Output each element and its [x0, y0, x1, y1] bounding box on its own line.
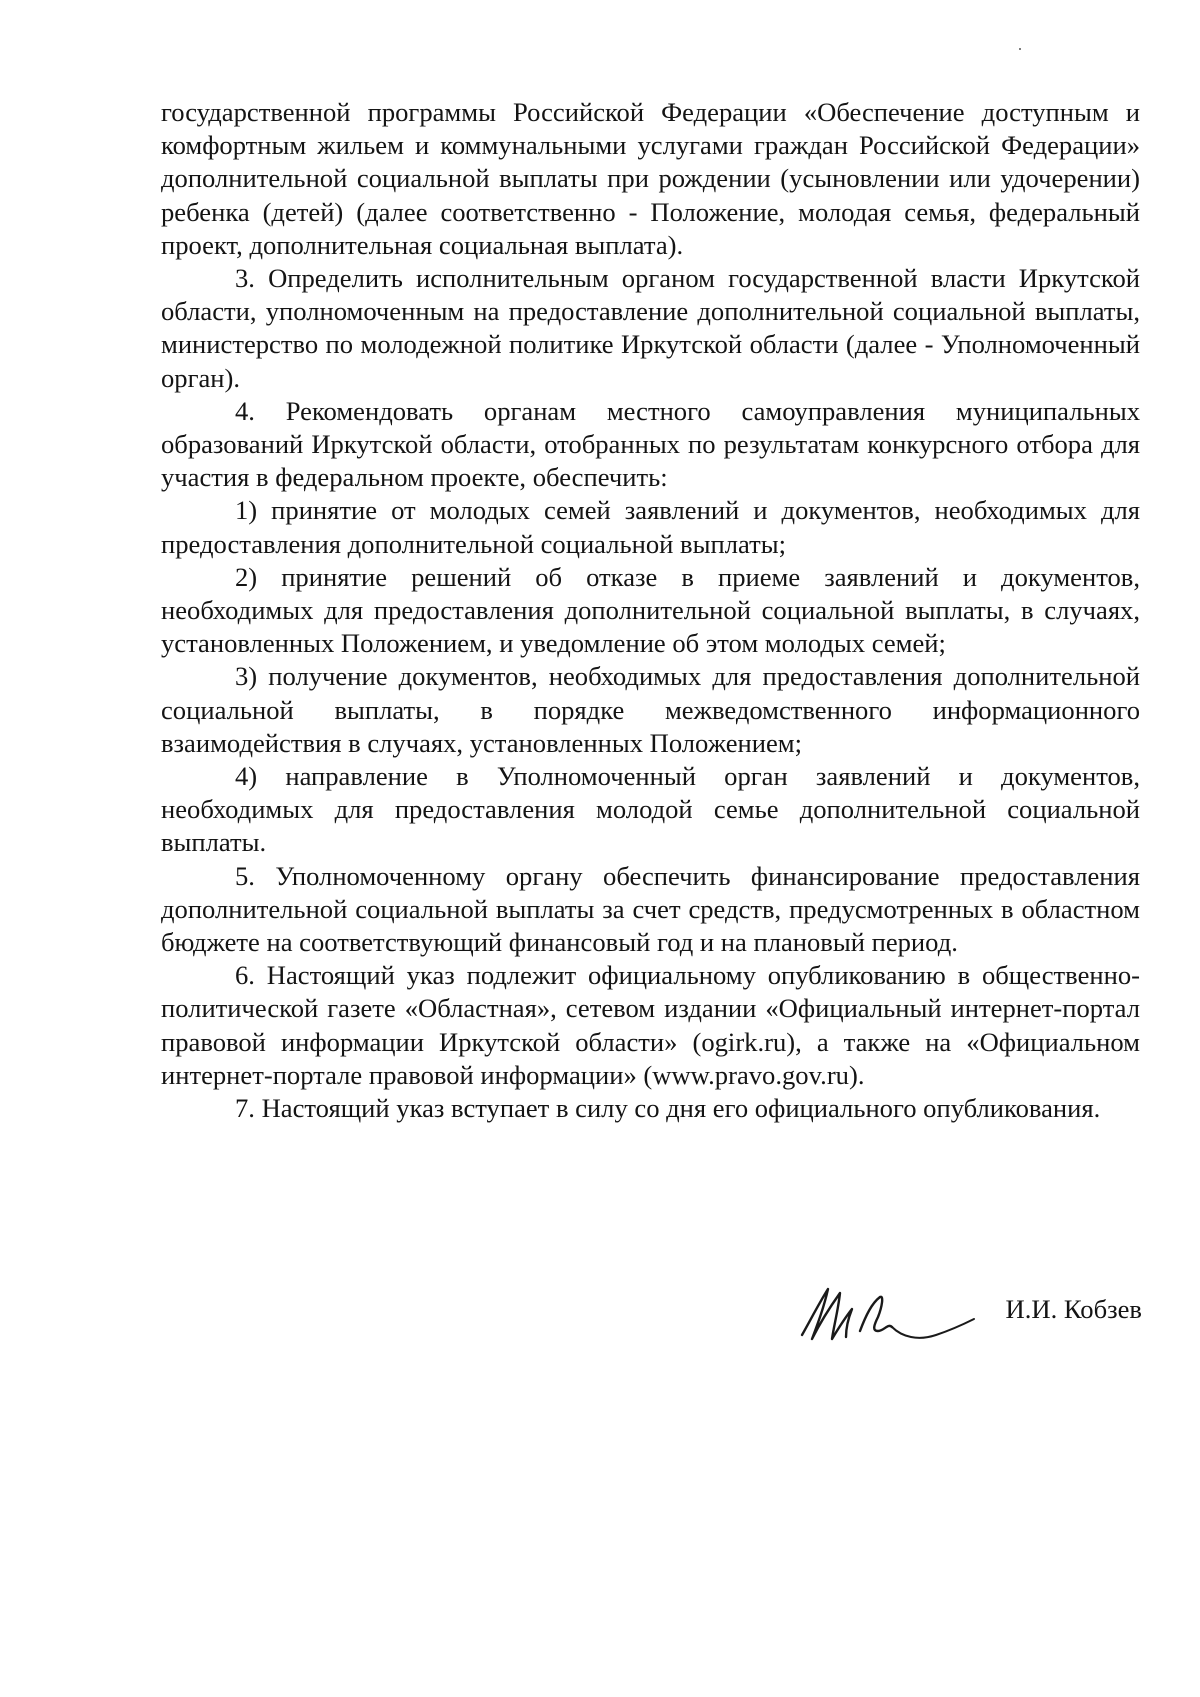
paragraph-item-7: 7. Настоящий указ вступает в силу со дня его официального опубликования. — [235, 1093, 1101, 1124]
signature-block — [798, 1283, 1142, 1363]
paragraph-item-5: 5. Уполномоченному органу обеспечить финансирование предоставления дополнительной социальной выплаты за счет средств, предусмотренных в областном бюджете на соответствующий финансовый год и на плановый период. — [161, 860, 1140, 958]
paragraph-item-4: 4. Рекомендовать органам местного самоуправления муниципальных образований Иркутской области, отобранных по результатам конкурсного отбора для участия в федеральном проекте, обеспечить: — [161, 395, 1140, 493]
scan-speck — [1019, 48, 1021, 50]
paragraph-item-3: 3. Определить исполнительным органом государственной власти Иркутской области, уполномоченным на предоставление дополнительной социальной выплаты, министерство по молодежной политике Иркутской области (далее - Уполномоченный орган). — [161, 263, 1140, 393]
paragraph-continuation: государственной программы Российской Федерации «Обеспечение доступным и комфортным жильем и коммунальными услугами граждан Российской Федерации» дополнительной социальной выплаты при рождении (усыновлении или удочерении) ребенка (детей) (далее соответственно - Положение, молодая семья, федеральный проект, дополнительная социальная выплата). — [161, 97, 1140, 260]
subitem-4-4: 4) направление в Уполномоченный орган заявлений и документов, необходимых для предоставления молодой семье дополнительной социальной выплаты. — [161, 761, 1140, 858]
subitem-4-1: 1) принятие от молодых семей заявлений и документов, необходимых для предоставления дополнительной социальной выплаты; — [161, 495, 1140, 559]
subitem-4-2: 2) принятие решений об отказе в приеме заявлений и документов, необходимых для предоставления дополнительной социальной выплаты, в случаях, установленных Положением, и уведомление об этом молодых семей; — [161, 561, 1140, 659]
document-body — [161, 96, 1140, 1125]
paragraph-item-6: 6. Настоящий указ подлежит официальному опубликованию в общественно-политической газете «Областная», сетевом издании «Официальный интернет-портал правовой информации Иркутской области» (ogirk.ru), а также на «Официальном интернет-портале правовой информации» (www.pravo.gov.ru). — [161, 960, 1140, 1090]
signer-name: И.И. Кобзев — [1005, 1294, 1142, 1324]
handwritten-signature — [798, 1283, 988, 1358]
subitem-4-3: 3) получение документов, необходимых для предоставления дополнительной социальной выплаты, в порядке межведомственного информационного взаимодействия в случаях, установленных Положением; — [161, 661, 1140, 758]
